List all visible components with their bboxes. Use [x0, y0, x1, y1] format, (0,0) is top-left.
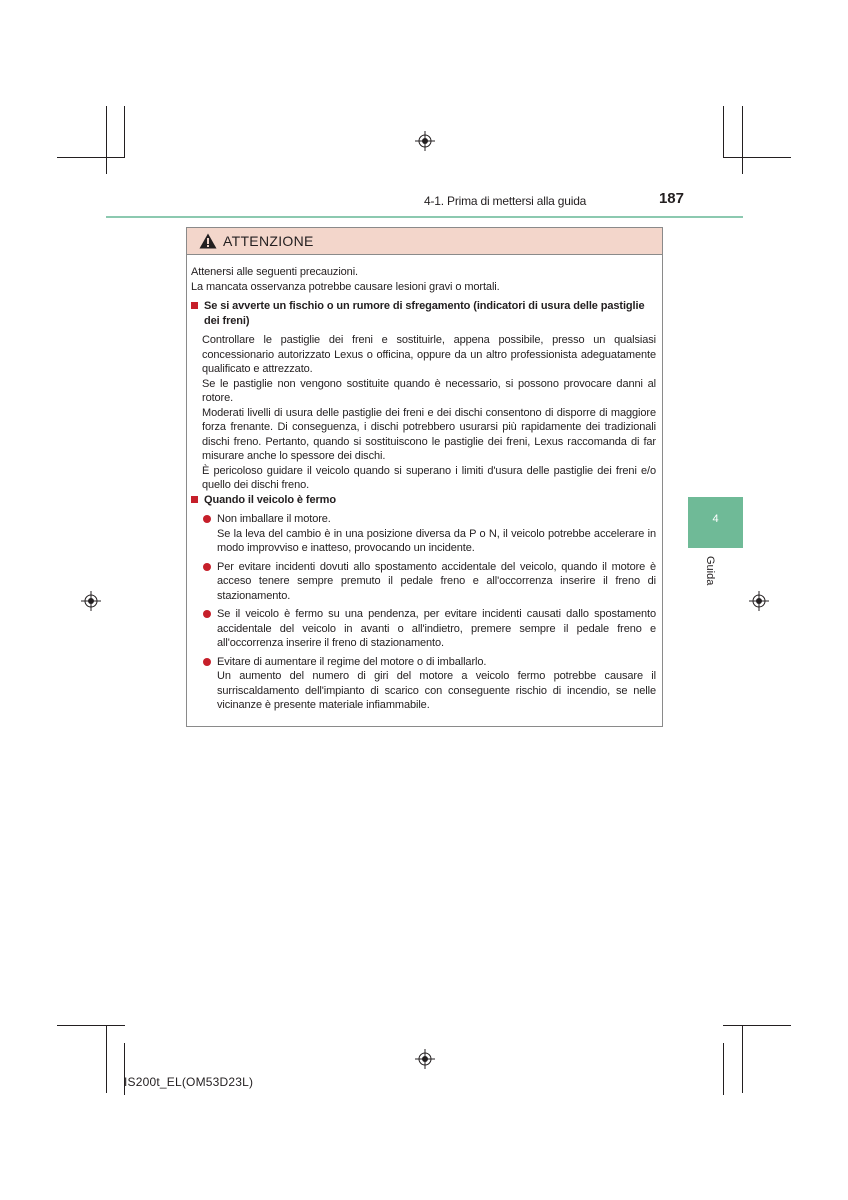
registration-mark-icon	[749, 591, 769, 611]
crop-mark	[723, 1025, 791, 1026]
dot-bullet-icon	[203, 563, 211, 571]
intro-line: Attenersi alle seguenti precauzioni.	[191, 266, 359, 278]
bullet-text: Un aumento del numero di giri del motore a veicolo fermo potrebbe causare il surriscaldamento dell'impianto di scarico con conseguente rischio di incendio, se nelle vicinanze è presente materiale infiammabile.	[217, 670, 656, 711]
paragraph: Se le pastiglie non vengono sostituite quando è necessario, si possono provocare danni al rotore.	[202, 377, 656, 404]
dot-bullet-icon	[203, 610, 211, 618]
list-item	[191, 607, 656, 651]
model-code: IS200t_EL(OM53D23L)	[124, 1075, 254, 1089]
paragraph: Controllare le pastiglie dei freni e sostituirle, appena possibile, presso un qualsiasi concessionario autorizzato Lexus o officina, oppure da un altro professionista adeguatamente qualificato e attrezzato.	[202, 334, 656, 375]
section-heading	[191, 493, 656, 508]
crop-mark	[723, 106, 724, 158]
registration-mark-icon	[81, 591, 101, 611]
paragraph: Moderati livelli di usura delle pastiglie dei freni e dei dischi consentono di disporre di maggiore forza frenante. Di conseguenza, i dischi potrebbero usurarsi più rapidamente dei tradizionali dischi freno. Pertanto, quando si sostituiscono le pastiglie dei freni, Lexus raccomanda di far misurare anche lo spessore dei dischi.	[202, 406, 656, 462]
intro-line: La mancata osservanza potrebbe causare lesioni gravi o mortali.	[191, 280, 500, 293]
page-number: 187	[658, 190, 684, 207]
bullet-text: Evitare di aumentare il regime del motore o di imballarlo.	[217, 655, 487, 668]
chapter-tab	[688, 497, 743, 548]
crop-mark	[742, 106, 743, 174]
section-title: 4-1. Prima di mettersi alla guida	[424, 194, 587, 208]
list-item	[191, 655, 656, 713]
bullet-text: Se la leva del cambio è in una posizione diversa da P o N, il veicolo potrebbe accelerare in modo improvviso e inatteso, provocando un incidente.	[217, 527, 656, 554]
section-heading-text: Se si avverte un fischio o un rumore di sfregamento (indicatori di usura delle pastiglie dei freni)	[204, 300, 645, 327]
warning-intro	[191, 265, 656, 294]
registration-mark-icon	[415, 131, 435, 151]
crop-mark	[57, 1025, 125, 1026]
header-divider	[106, 216, 743, 218]
list-item	[191, 512, 656, 556]
section-heading	[191, 299, 656, 328]
warning-box	[186, 227, 663, 727]
registration-mark-icon	[415, 1049, 435, 1069]
section-content	[191, 333, 656, 493]
chapter-label: Guida	[704, 556, 716, 586]
square-bullet-icon	[191, 496, 198, 503]
crop-mark	[106, 1025, 107, 1093]
chapter-number: 4	[712, 513, 719, 525]
crop-mark	[742, 1025, 743, 1093]
crop-mark	[723, 157, 791, 158]
warning-triangle-icon	[199, 233, 217, 249]
warning-body	[187, 255, 662, 713]
bullet-text: Non imballare il motore.	[217, 513, 331, 525]
warning-header	[187, 228, 662, 255]
warning-title: ATTENZIONE	[223, 233, 314, 249]
crop-mark	[124, 106, 125, 158]
square-bullet-icon	[191, 302, 198, 309]
list-item	[191, 560, 656, 604]
bullet-text: Se il veicolo è fermo su una pendenza, per evitare incidenti causati dallo spostamento accidentale del veicolo in avanti o all'indietro, premere sempre il pedale freno e all'occorrenza inserire il freno di stazionamento.	[217, 608, 656, 649]
bullet-text: Per evitare incidenti dovuti allo spostamento accidentale del veicolo, quando il motore è acceso tenere sempre premuto il pedale freno e all'occorrenza inserire il freno di stazionamento.	[217, 560, 656, 602]
crop-mark	[106, 106, 107, 174]
paragraph: È pericoloso guidare il veicolo quando si superano i limiti d'usura delle pastiglie dei freni e/o quello dei dischi freno.	[202, 464, 656, 491]
crop-mark	[57, 157, 125, 158]
crop-mark	[723, 1043, 724, 1095]
dot-bullet-icon	[203, 658, 211, 666]
dot-bullet-icon	[203, 515, 211, 523]
section-heading-text: Quando il veicolo è fermo	[204, 493, 336, 506]
